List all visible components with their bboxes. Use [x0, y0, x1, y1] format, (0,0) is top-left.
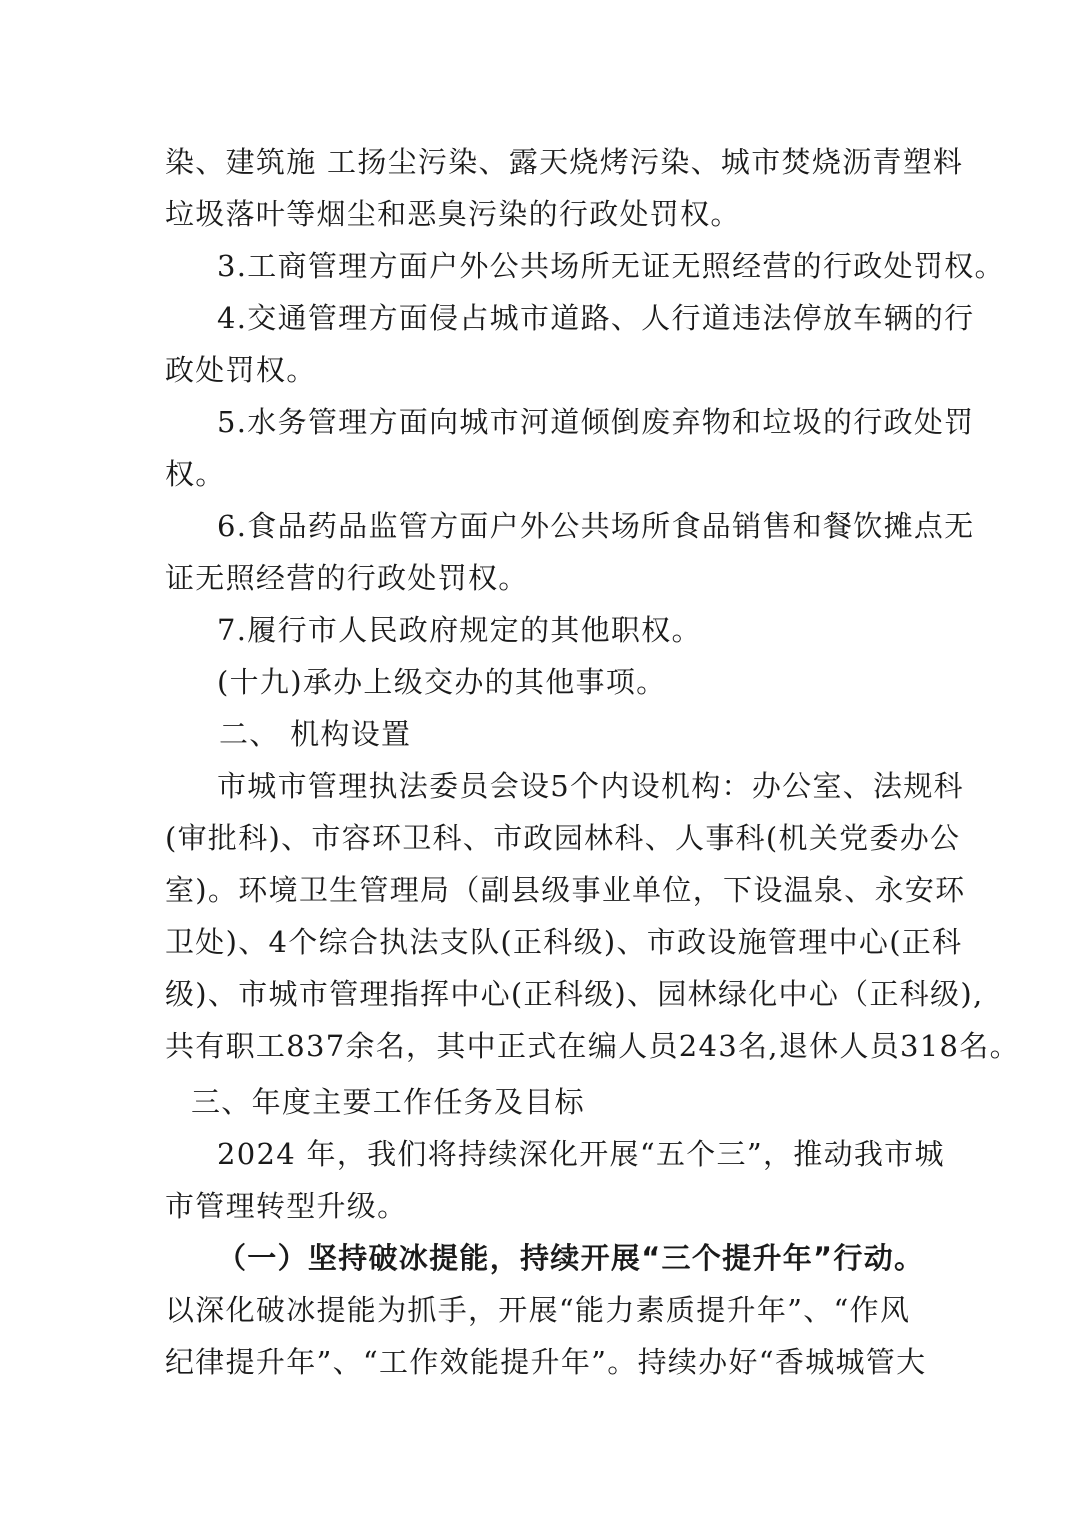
paragraph-line: 共有职工837余名，其中正式在编人员243名,退休人员318名。 [165, 1029, 1020, 1063]
section-heading-3: 三、年度主要工作任务及目标 [191, 1085, 585, 1119]
subsection-heading-1: （一）坚持破冰提能，持续开展“三个提升年”行动。 [217, 1241, 925, 1275]
paragraph-line: 室)。环境卫生管理局（副县级事业单位，下设温泉、永安环 [165, 873, 966, 907]
list-item-5: 5.水务管理方面向城市河道倾倒废弃物和垃圾的行政处罚 [217, 405, 975, 439]
paragraph-line: 市城市管理执法委员会设5个内设机构：办公室、法规科 [217, 769, 964, 803]
list-item-19: (十九)承办上级交办的其他事项。 [217, 665, 667, 699]
paragraph-line: 染、建筑施 工扬尘污染、露天烧烤污染、城市焚烧沥青塑料 [165, 145, 964, 179]
paragraph-line: 政处罚权。 [165, 353, 317, 387]
paragraph-line: 权。 [165, 457, 226, 491]
paragraph-line: (审批科)、市容环卫科、市政园林科、人事科(机关党委办公 [165, 821, 961, 855]
paragraph-line: 2024 年，我们将持续深化开展“五个三”，推动我市城 [217, 1137, 945, 1171]
list-item-4: 4.交通管理方面侵占城市道路、人行道违法停放车辆的行 [217, 301, 975, 335]
section-heading-2: 二、 机构设置 [219, 717, 412, 751]
paragraph-line: 级)、市城市管理指挥中心(正科级)、园林绿化中心（正科级), [165, 977, 984, 1011]
list-item-6: 6.食品药品监管方面户外公共场所食品销售和餐饮摊点无 [217, 509, 975, 543]
paragraph-line: 市管理转型升级。 [165, 1189, 408, 1223]
list-item-3: 3.工商管理方面户外公共场所无证无照经营的行政处罚权。 [217, 249, 1005, 283]
paragraph-line: 纪律提升年”、“工作效能提升年”。持续办好“香城城管大 [165, 1345, 927, 1379]
paragraph-line: 卫处)、4个综合执法支队(正科级)、市政设施管理中心(正科 [165, 925, 963, 959]
paragraph-line: 垃圾落叶等烟尘和恶臭污染的行政处罚权。 [165, 197, 741, 231]
paragraph-line: 证无照经营的行政处罚权。 [165, 561, 529, 595]
list-item-7: 7.履行市人民政府规定的其他职权。 [217, 613, 702, 647]
paragraph-line: 以深化破冰提能为抓手，开展“能力素质提升年”、“作风 [165, 1293, 911, 1327]
